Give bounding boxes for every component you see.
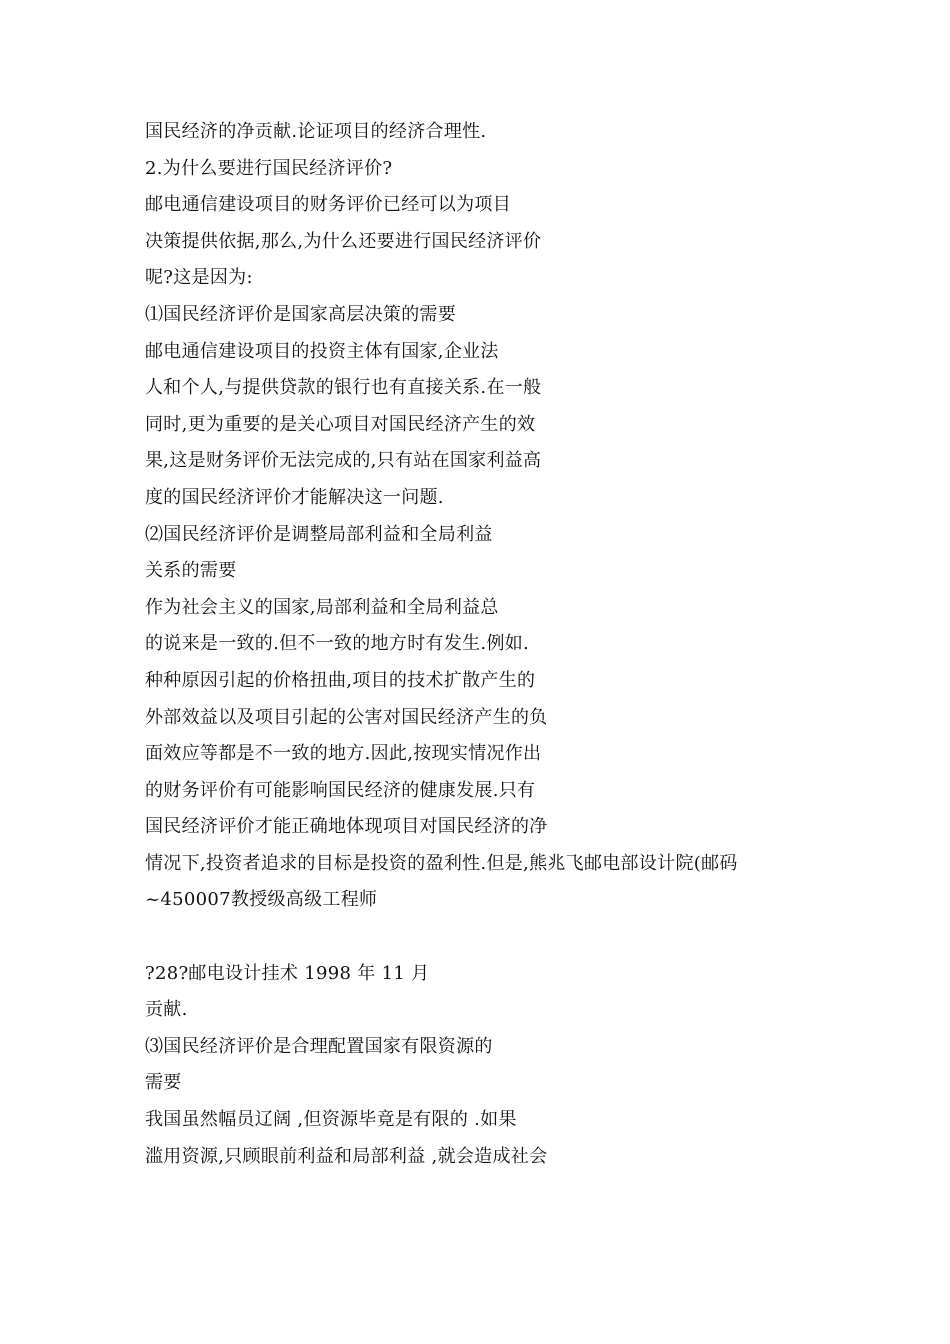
- subsection-heading: ⑴国民经济评价是国家高层决策的需要: [145, 303, 457, 325]
- text-line: 邮电通信建设项目的投资主体有国家,企业法: [145, 340, 499, 362]
- running-header: ?28?邮电设计挂术 1998 年 11 月: [145, 962, 430, 984]
- text-line: 面效应等都是不一致的地方.因此,按现实情况作出: [145, 743, 542, 765]
- section-heading: 2.为什么要进行国民经济评价?: [145, 157, 393, 179]
- subsection-heading: 关系的需要: [145, 560, 237, 582]
- text-line: 作为社会主义的国家,局部利益和全局利益总: [145, 596, 499, 618]
- subsection-heading: 需要: [145, 1072, 182, 1094]
- text-line: 度的国民经济评价才能解决这一问题.: [145, 486, 444, 508]
- subsection-heading: ⑵国民经济评价是调整局部利益和全局利益: [145, 523, 493, 545]
- text-line: 果,这是财务评价无法完成的,只有站在国家利益高: [145, 450, 542, 472]
- author-note: ~450007教授级高级工程师: [145, 889, 378, 911]
- text-line: 的财务评价有可能影响国民经济的健康发展.只有: [145, 779, 536, 801]
- text-line: 外部效益以及项目引起的公害对国民经济产生的负: [145, 706, 548, 728]
- blank-line: [145, 919, 925, 956]
- text-line: 种种原因引起的价格扭曲,项目的技术扩散产生的: [145, 669, 536, 691]
- text-line: 滥用资源,只顾眼前利益和局部利益 ,就会造成社会: [145, 1145, 548, 1167]
- text-line: 决策提供依据,那么,为什么还要进行国民经济评价: [145, 230, 542, 252]
- text-line: 人和个人,与提供贷款的银行也有直接关系.在一般: [145, 377, 542, 399]
- text-line: 邮电通信建设项目的财务评价已经可以为项目: [145, 194, 511, 216]
- text-line: 贡献.: [145, 999, 188, 1021]
- text-line: 我国虽然幅员辽阔 ,但资源毕竟是有限的 .如果: [145, 1109, 517, 1131]
- subsection-heading: ⑶国民经济评价是合理配置国家有限资源的: [145, 1035, 493, 1057]
- text-line: 的说来是一致的.但不一致的地方时有发生.例如.: [145, 633, 530, 655]
- text-line: 国民经济的净贡献.论证项目的经济合理性.: [145, 121, 487, 142]
- text-line: 呢?这是因为:: [145, 267, 253, 289]
- text-line: 国民经济评价才能正确地体现项目对国民经济的净: [145, 816, 548, 838]
- text-line: 情况下,投资者追求的目标是投资的盈利性.但是,熊兆飞邮电部设计院(邮码: [145, 852, 738, 874]
- text-line: 同时,更为重要的是关心项目对国民经济产生的效: [145, 413, 536, 435]
- article-text: [145, 114, 925, 1175]
